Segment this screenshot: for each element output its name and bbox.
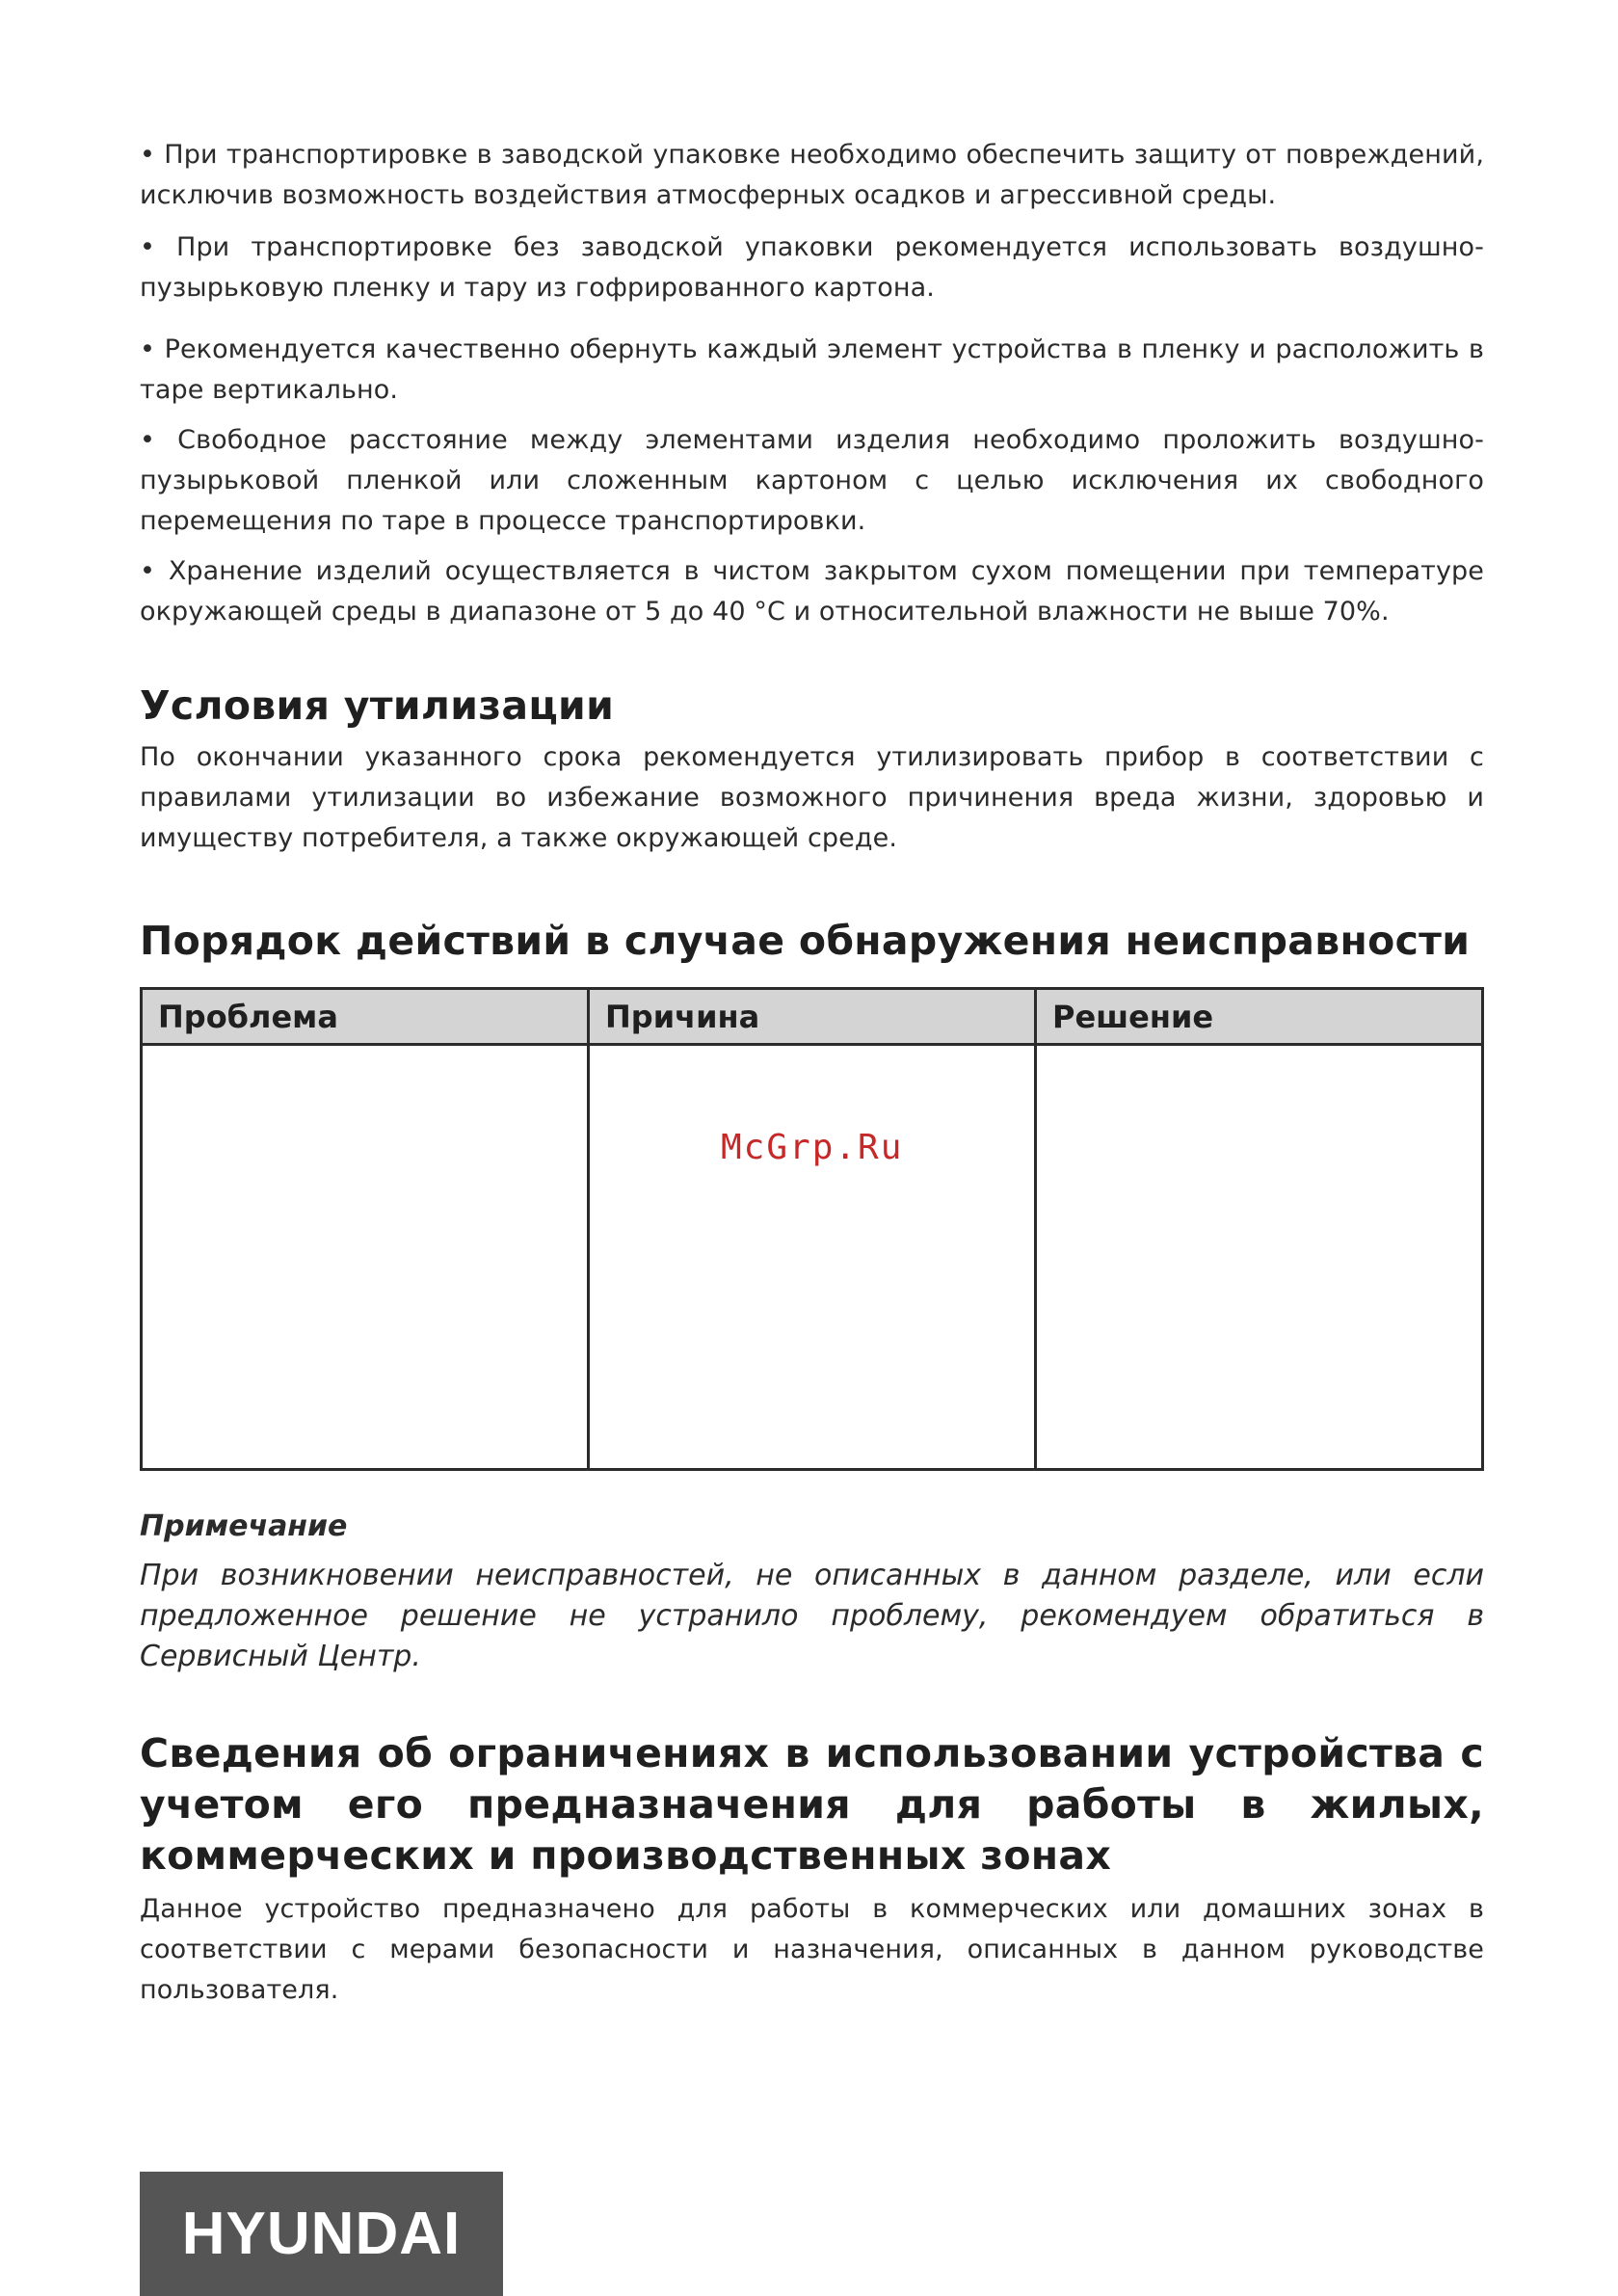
disposal-heading: Условия утилизации bbox=[140, 682, 615, 729]
note-section bbox=[140, 1506, 1484, 1677]
brand-logo bbox=[140, 2172, 503, 2296]
storage-bullet-4: • Свободное расстояние между элементами изделия необходимо проложить воздушно-пузырьковой пленкой или сложенным картоном с целью исключения их свободного перемещения по таре в процессе транспортировки. bbox=[140, 425, 1484, 536]
storage-bullet-5: • Хранение изделий осуществляется в чистом закрытом сухом помещении при температуре окружающей среды в диапазоне от 5 до 40 °С и относительной влажности не выше 70%. bbox=[140, 556, 1484, 627]
troubleshooting-heading: Порядок действий в случае обнаружения неисправности bbox=[140, 918, 1471, 964]
column-header-problem: Проблема bbox=[142, 989, 589, 1045]
troubleshooting-section bbox=[140, 916, 1484, 967]
table-cell-cause bbox=[589, 1045, 1036, 1470]
troubleshooting-table bbox=[140, 987, 1484, 1471]
restrictions-text: Данное устройство предназначено для работы в коммерческих или домашних зонах в соответствии с мерами безопасности и назначения, описанных в данном руководстве пользователя. bbox=[140, 1894, 1484, 2005]
table-cell-problem bbox=[142, 1045, 589, 1470]
restrictions-section bbox=[140, 1728, 1484, 2011]
storage-bullet-1: • При транспортировке в заводской упаковке необходимо обеспечить защиту от повреждений, исключив возможность воздействия атмосферных осадков и агрессивной среды. bbox=[140, 140, 1484, 210]
storage-bullet-3: • Рекомендуется качественно обернуть каждый элемент устройства в пленку и расположить в таре вертикально. bbox=[140, 334, 1484, 405]
note-heading: Примечание bbox=[140, 1509, 348, 1543]
column-header-solution: Решение bbox=[1036, 989, 1483, 1045]
disposal-section bbox=[140, 681, 1484, 859]
storage-section bbox=[140, 135, 1484, 632]
column-header-cause: Причина bbox=[589, 989, 1036, 1045]
brand-logo-text: HYUNDAI bbox=[181, 2201, 462, 2267]
table-cell-solution bbox=[1036, 1045, 1483, 1470]
watermark: McGrp.Ru bbox=[721, 1128, 904, 1167]
note-text: При возникновении неисправностей, не описанных в данном разделе, или если предложенное решение не устранило проблему, рекомендуем обратиться в Сервисный Центр. bbox=[140, 1559, 1484, 1673]
restrictions-heading: Сведения об ограничениях в использовании устройства с учетом его предназначения для работы в жилых, коммерческих и производственных зонах bbox=[140, 1730, 1484, 1879]
table-header-row bbox=[142, 989, 1483, 1045]
disposal-text: По окончании указанного срока рекомендуется утилизировать прибор в соответствии с правилами утилизации во избежание возможного причинения вреда жизни, здоровью и имуществу потребителя, а также окружающей среде. bbox=[140, 742, 1484, 853]
table-row bbox=[142, 1045, 1483, 1470]
storage-bullet-2: • При транспортировке без заводской упаковки рекомендуется использовать воздушно-пузырьковую пленку и тару из гофрированного картона. bbox=[140, 232, 1484, 303]
